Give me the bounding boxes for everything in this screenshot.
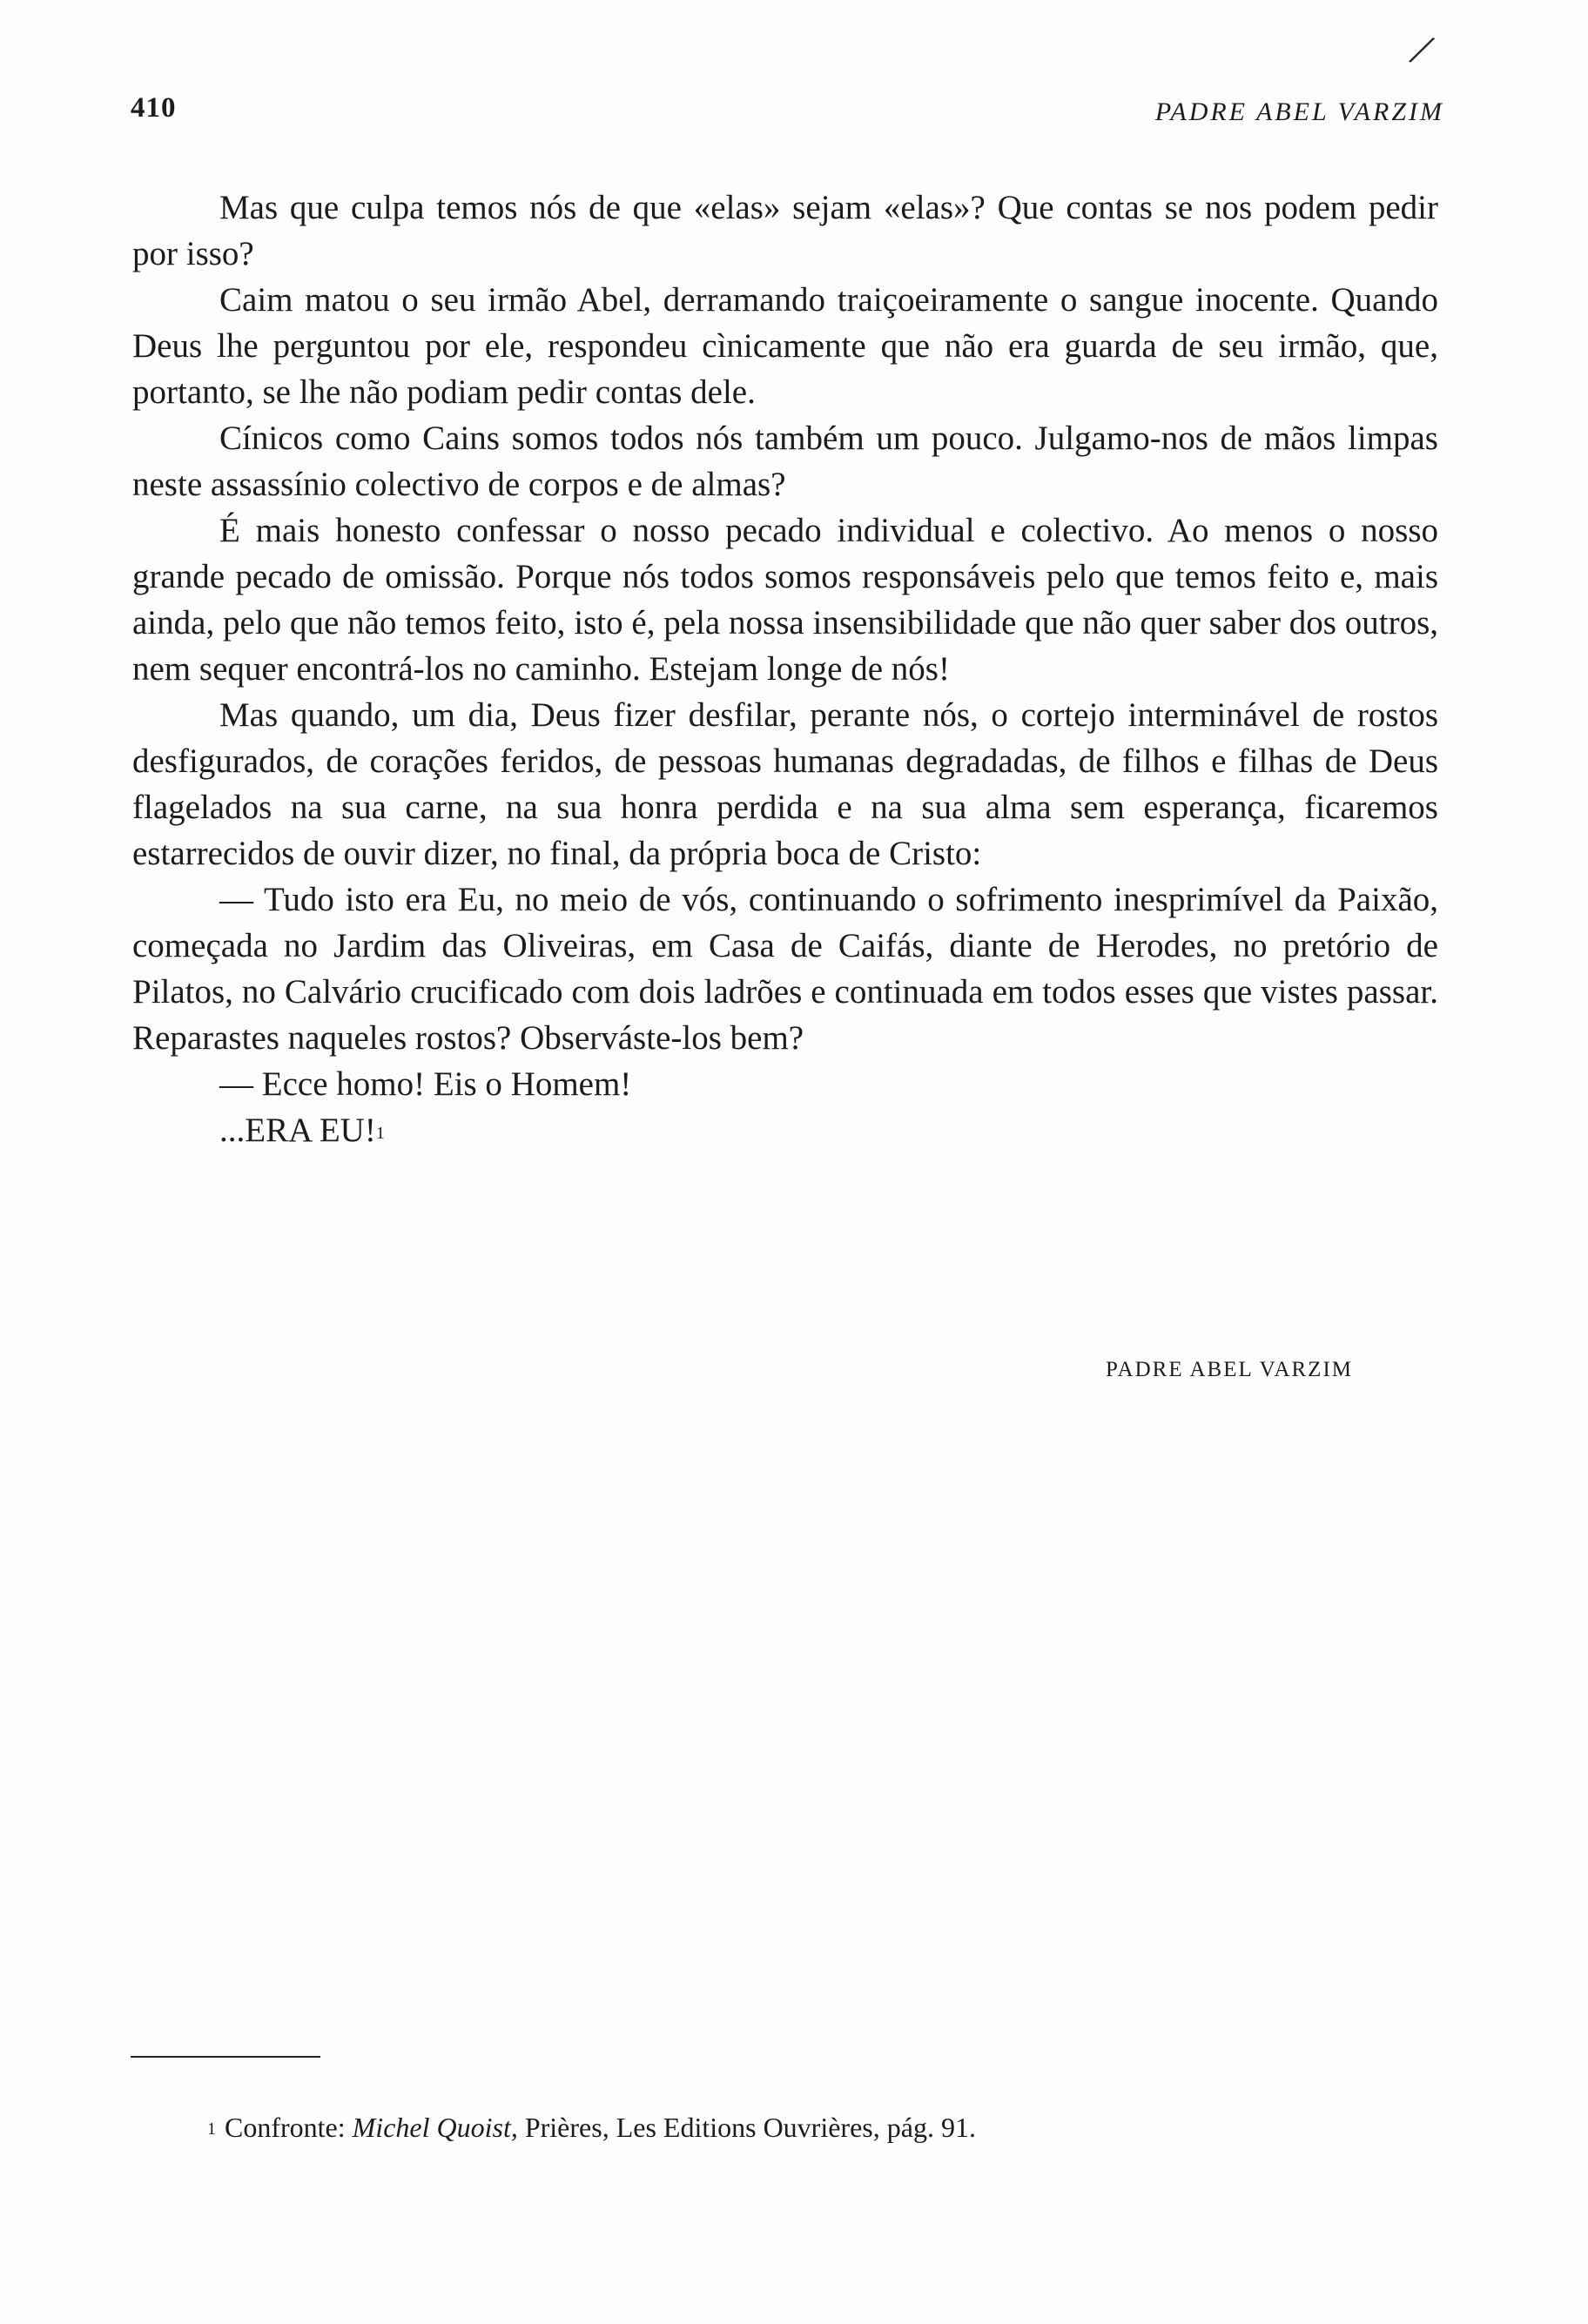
closing-line <box>132 1107 1438 1153</box>
pencil-check-mark: / <box>1407 24 1435 76</box>
running-head: PADRE ABEL VARZIM <box>1154 97 1444 126</box>
paragraph: Mas quando, um dia, Deus fizer desfilar, perante nós, o cortejo interminável de rostos desfigurados, de corações feridos, de pessoas humanas degradadas, de filhos e filhas de Deus flagelados na sua carne, na sua honra perdida e na sua alma sem esperança, ficaremos estarrecidos de ouvir dizer, no final, da própria boca de Cristo: <box>132 696 1438 872</box>
footnote-author: Michel Quoist, <box>352 2112 518 2143</box>
closing-line-text: ...ERA EU! <box>219 1112 376 1149</box>
dialogue-paragraph: — Tudo isto era Eu, no meio de vós, continuando o sofrimento inesprimível da Paixão, começada no Jardim das Oliveiras, em Casa de Caifás, diante de Herodes, no pretório de Pilatos, no Calvário crucificado com dois ladrões e continuada em todos esses que vistes passar. Reparastes naqueles rostos? Observáste-los bem? <box>132 881 1438 1057</box>
body-text <box>132 185 1438 1153</box>
footnote-reference: 1 <box>375 1124 385 1143</box>
dialogue-paragraph: — Ecce homo! Eis o Homem! <box>219 1065 632 1103</box>
paragraph: Caim matou o seu irmão Abel, derramando traiçoeiramente o sangue inocente. Quando Deus lhe perguntou por ele, respondeu cìnicamente que não era guarda de seu irmão, que, portanto, se lhe não podiam pedir contas dele. <box>132 281 1438 411</box>
footnote-source: Prières, Les Editions Ouvrières, pág. 91. <box>524 2112 976 2143</box>
footnote-divider <box>131 2056 320 2058</box>
paragraph: É mais honesto confessar o nosso pecado individual e colectivo. Ao menos o nosso grande pecado de omissão. Porque nós todos somos responsáveis pelo que temos feito e, mais ainda, pelo que não temos feito, isto é, pela nossa insensibilidade que não quer saber dos outros, nem sequer encontrá-los no caminho. Estejam longe de nós! <box>132 512 1438 688</box>
footnote <box>207 2110 976 2145</box>
paragraph: Mas que culpa temos nós de que «elas» sejam «elas»? Que contas se nos podem pedir por isso? <box>132 189 1438 272</box>
author-signature: PADRE ABEL VARZIM <box>1105 1358 1353 1381</box>
paragraph: Cínicos como Cains somos todos nós também um pouco. Julgamo-nos de mãos limpas neste assassínio colectivo de corpos e de almas? <box>132 420 1438 503</box>
footnote-mark: 1 <box>207 2119 216 2139</box>
footnote-lead: Confronte: <box>225 2112 346 2143</box>
page-number: 410 <box>131 92 177 124</box>
